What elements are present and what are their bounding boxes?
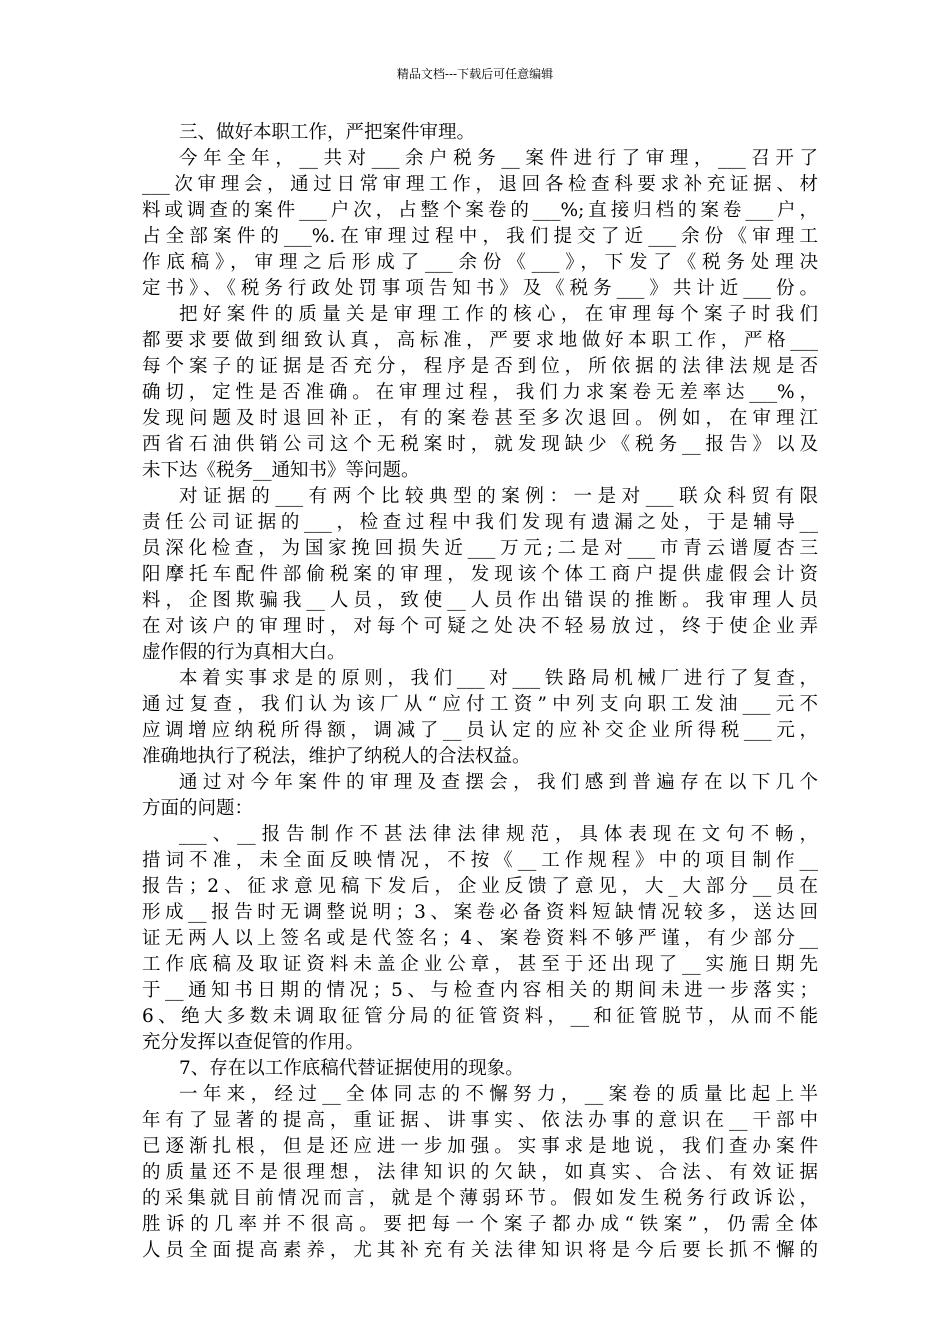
text-line: 对证据的___有两个比较典型的案例：一是对___联众科贸有限 xyxy=(179,486,818,507)
text-line: 三、做好本职工作，严把案件审理。 xyxy=(179,122,476,143)
text-line: 阳摩托车配件部偷税案的审理，发现该个体工商户提供虚假会计资 xyxy=(142,564,818,585)
text-line: 报告；2、征求意见稿下发后，企业反馈了意见，大_大部分__员在 xyxy=(142,876,818,897)
text-line: 的采集就目前情况而言，就是个薄弱环节。假如发生税务行政诉讼， xyxy=(142,1188,818,1209)
text-line: 措词不准，未全面反映情况，不按《__工作规程》中的项目制作__ xyxy=(142,850,818,871)
text-line: 胜诉的几率并不很高。要把每一个案子都办成“铁案”，仍需全体 xyxy=(142,1214,818,1235)
text-line: 年有了显著的提高，重证据、讲事实、依法办事的意识在__干部中 xyxy=(142,1110,818,1131)
text-line: 7、存在以工作底稿代替证据使用的现象。 xyxy=(179,1058,524,1079)
text-line: 工作底稿及取证资料未盖企业公章，甚至于还出现了__实施日期先 xyxy=(142,954,818,975)
text-line: 6、绝大多数未调取征管分局的征管资料，__和征管脱节，从而不能 xyxy=(142,1006,818,1027)
text-line: 确切，定性是否准确。在审理过程，我们力求案卷无差率达___%， xyxy=(142,382,818,403)
text-line: 方面的问题： xyxy=(142,798,254,819)
text-line: 在对该户的审理时，对每个可疑之处决不轻易放过，终于使企业弄 xyxy=(142,616,818,637)
text-line: 今年全年，__共对___余户税务__案件进行了审理，___召开了 xyxy=(179,148,818,169)
text-line: 一年来，经过__全体同志的不懈努力，__案卷的质量比起上半 xyxy=(179,1084,818,1105)
text-line: 每个案子的证据是否充分，程序是否到位，所依据的法律法规是否 xyxy=(142,356,818,377)
text-line: 虚作假的行为真相大白。 xyxy=(142,642,346,663)
text-line: 人员全面提高素养，尤其补充有关法律知识将是今后要长抓不懈的 xyxy=(142,1240,818,1261)
text-line: 西省石油供销公司这个无税案时，就发现缺少《税务__报告》以及 xyxy=(142,434,818,455)
text-line: 证无两人以上签名或是代签名；4、案卷资料不够严谨，有少部分__ xyxy=(142,928,818,949)
text-line: ___、__报告制作不甚法律法律规范，具体表现在文句不畅， xyxy=(179,824,818,845)
text-line: 料或调查的案件___户次，占整个案卷的___%;直接归档的案卷___户， xyxy=(142,200,818,221)
text-line: 都要求要做到细致认真，高标准，严要求地做好本职工作，严格___ xyxy=(142,330,818,351)
text-line: 发现问题及时退回补正，有的案卷甚至多次退回。例如，在审理江 xyxy=(142,408,818,429)
text-line: 的质量还不是很理想，法律知识的欠缺，如真实、合法、有效证据 xyxy=(142,1162,818,1183)
text-line: 本着实事求是的原则，我们___对___铁路局机械厂进行了复查， xyxy=(179,668,818,689)
text-line: 通过复查，我们认为该厂从“应付工资”中列支向职工发油___元不 xyxy=(142,694,818,715)
text-line: 形成__报告时无调整说明；3、案卷必备资料短缺情况较多，送达回 xyxy=(142,902,818,923)
text-line: 员深化检查，为国家挽回损失近___万元;二是对___市青云谱厦杏三 xyxy=(142,538,818,559)
text-line: ___次审理会，通过日常审理工作，退回各检查科要求补充证据、材 xyxy=(142,174,818,195)
text-line: 作底稿》，审理之后形成了___余份《___》，下发了《税务处理决 xyxy=(142,252,818,273)
text-line: 把好案件的质量关是审理工作的核心，在审理每个案子时我们 xyxy=(179,304,818,325)
text-line: 充分发挥以查促管的作用。 xyxy=(142,1032,365,1053)
text-line: 责任公司证据的___，检查过程中我们发现有遗漏之处，于是辅导__ xyxy=(142,512,818,533)
document-body xyxy=(142,120,818,1264)
text-line: 于__通知书日期的情况；5、与检查内容相关的期间未进一步落实； xyxy=(142,980,818,1001)
text-line: 应调增应纳税所得额，调减了__员认定的应补交企业所得税___元， xyxy=(142,720,818,741)
text-line: 通过对今年案件的审理及查摆会，我们感到普遍存在以下几个 xyxy=(179,772,818,793)
text-line: 准确地执行了税法，维护了纳税人的合法权益。 xyxy=(142,746,531,767)
text-line: 占全部案件的___%.在审理过程中，我们提交了近___余份《审理工 xyxy=(142,226,818,247)
text-line: 定书》、《税务行政处罚事项告知书》及《税务___》共计近___份。 xyxy=(142,278,818,299)
text-line: 已逐渐扎根，但是还应进一步加强。实事求是地说，我们查办案件 xyxy=(142,1136,818,1157)
text-line: 未下达《税务__通知书》等问题。 xyxy=(142,460,420,481)
text-line: 料，企图欺骗我__人员，致使__人员作出错误的推断。我审理人员 xyxy=(142,590,818,611)
page-header: 精品文档---下载后可任意编辑 xyxy=(396,67,554,81)
